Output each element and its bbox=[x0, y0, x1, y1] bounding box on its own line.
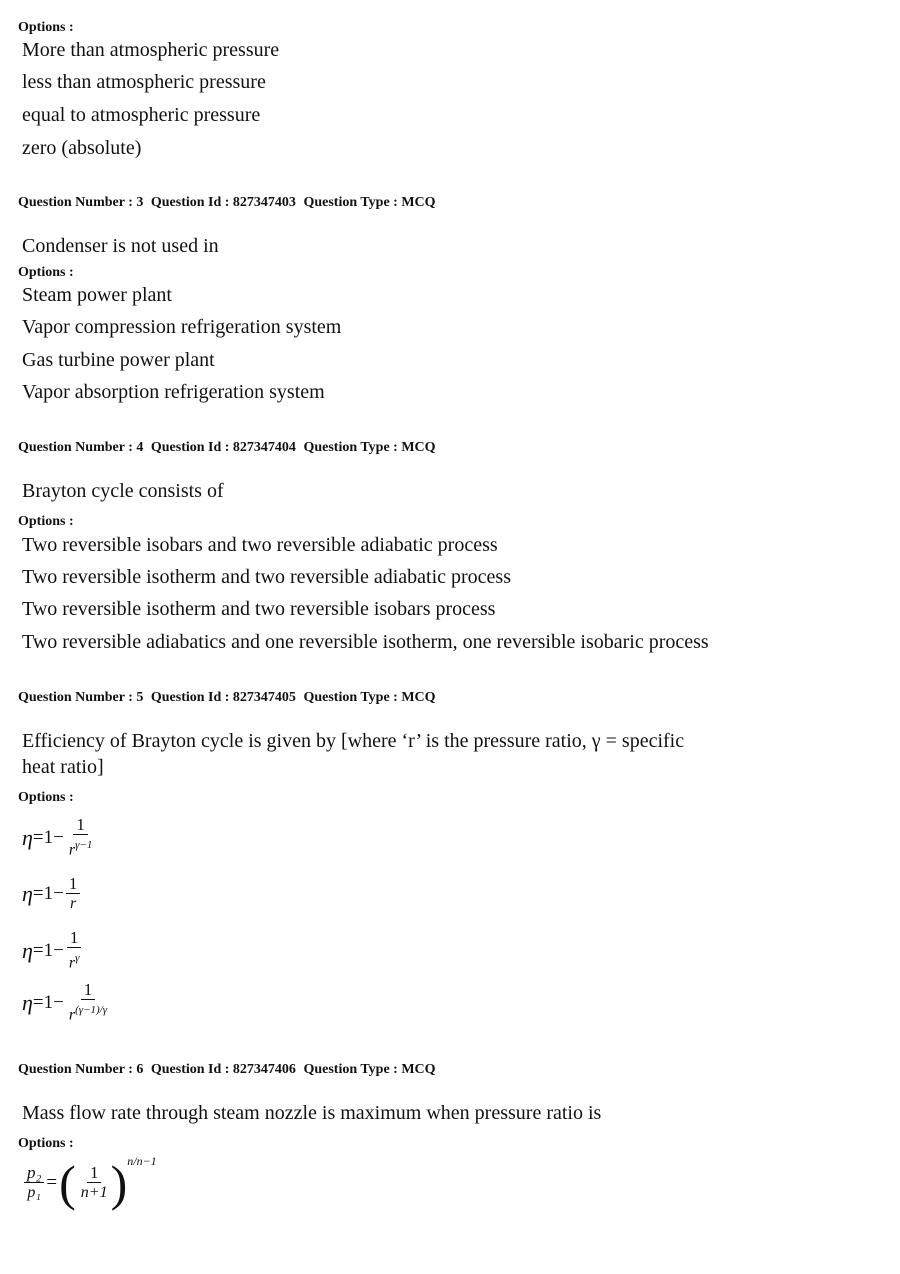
math-symbol: η bbox=[22, 937, 33, 963]
fraction-denominator: p₁ bbox=[27, 1184, 41, 1201]
fraction-denominator: r bbox=[68, 954, 76, 972]
left-parenthesis: ( bbox=[59, 1155, 76, 1211]
math-operator: =1− bbox=[32, 939, 64, 961]
question-text: Brayton cycle consists of bbox=[22, 480, 224, 502]
question-header bbox=[18, 195, 440, 211]
question-type: Question Type : MCQ bbox=[303, 690, 436, 705]
formula-option bbox=[22, 874, 80, 914]
question-id: Question Id : 827347405 bbox=[150, 690, 296, 705]
question-type: Question Type : MCQ bbox=[303, 440, 436, 455]
question-number: Question Number : 3 bbox=[18, 195, 144, 210]
formula-option bbox=[22, 928, 82, 973]
option-text: Gas turbine power plant bbox=[22, 349, 215, 371]
fraction-denominator: r bbox=[68, 1006, 76, 1024]
option-text: Two reversible adiabatics and one reversible isotherm, one reversible isobaric process bbox=[22, 631, 709, 653]
question-number: Question Number : 6 bbox=[18, 1062, 144, 1077]
option-text: Vapor absorption refrigeration system bbox=[22, 381, 325, 403]
options-label: Options : bbox=[18, 20, 74, 35]
math-operator: =1− bbox=[32, 883, 64, 904]
math-operator: =1− bbox=[32, 991, 64, 1013]
right-parenthesis: ) bbox=[110, 1155, 128, 1211]
question-id: Question Id : 827347404 bbox=[150, 440, 296, 455]
formula-option bbox=[22, 1154, 157, 1211]
question-header bbox=[18, 690, 440, 706]
fraction-numerator: 1 bbox=[66, 874, 81, 894]
exponent: γ bbox=[75, 952, 80, 964]
options-label: Options : bbox=[18, 790, 74, 805]
question-header bbox=[18, 1062, 440, 1078]
fraction-numerator: 1 bbox=[87, 1163, 102, 1183]
fraction-numerator: p₂ bbox=[24, 1163, 44, 1183]
question-text: Condenser is not used in bbox=[22, 235, 219, 257]
question-text: Efficiency of Brayton cycle is given by [where ‘r’ is the pressure ratio, γ = specific bbox=[22, 730, 685, 752]
math-symbol: η bbox=[22, 989, 33, 1015]
math-symbol: η bbox=[22, 824, 33, 850]
math-operator: = bbox=[46, 1172, 58, 1193]
exponent: γ−1 bbox=[75, 839, 93, 851]
fraction-denominator: n+1 bbox=[80, 1184, 108, 1201]
formula-option bbox=[22, 980, 110, 1025]
question-id: Question Id : 827347406 bbox=[150, 1062, 296, 1077]
question-id: Question Id : 827347403 bbox=[150, 195, 296, 210]
question-type: Question Type : MCQ bbox=[303, 195, 436, 210]
option-text: zero (absolute) bbox=[22, 137, 142, 159]
math-symbol: η bbox=[22, 881, 33, 906]
exponent: (γ−1)/γ bbox=[75, 1004, 108, 1016]
option-text: Two reversible isobars and two reversible adiabatic process bbox=[22, 534, 498, 556]
fraction-numerator: 1 bbox=[73, 815, 88, 835]
math-operator: =1− bbox=[32, 826, 64, 848]
options-label: Options : bbox=[18, 514, 74, 529]
option-text: Two reversible isotherm and two reversible isobars process bbox=[22, 598, 496, 620]
fraction-numerator: 1 bbox=[67, 928, 82, 948]
question-header bbox=[18, 440, 440, 456]
fraction-numerator: 1 bbox=[81, 980, 96, 1000]
options-label: Options : bbox=[18, 265, 74, 280]
fraction-denominator: r bbox=[69, 895, 77, 912]
formula-option bbox=[22, 815, 95, 860]
option-text: less than atmospheric pressure bbox=[22, 71, 266, 93]
exponent: n/n−1 bbox=[127, 1154, 157, 1168]
option-text: Steam power plant bbox=[22, 284, 172, 306]
fraction-denominator: r bbox=[68, 841, 76, 859]
question-type: Question Type : MCQ bbox=[303, 1062, 436, 1077]
options-label: Options : bbox=[18, 1136, 74, 1151]
option-text: Vapor compression refrigeration system bbox=[22, 316, 342, 338]
option-text: Two reversible isotherm and two reversible adiabatic process bbox=[22, 566, 511, 588]
option-text: More than atmospheric pressure bbox=[22, 39, 280, 61]
question-number: Question Number : 4 bbox=[18, 440, 144, 455]
question-text: Mass flow rate through steam nozzle is maximum when pressure ratio is bbox=[22, 1102, 602, 1124]
question-number: Question Number : 5 bbox=[18, 690, 144, 705]
option-text: equal to atmospheric pressure bbox=[22, 104, 261, 126]
question-text: heat ratio] bbox=[22, 756, 104, 778]
